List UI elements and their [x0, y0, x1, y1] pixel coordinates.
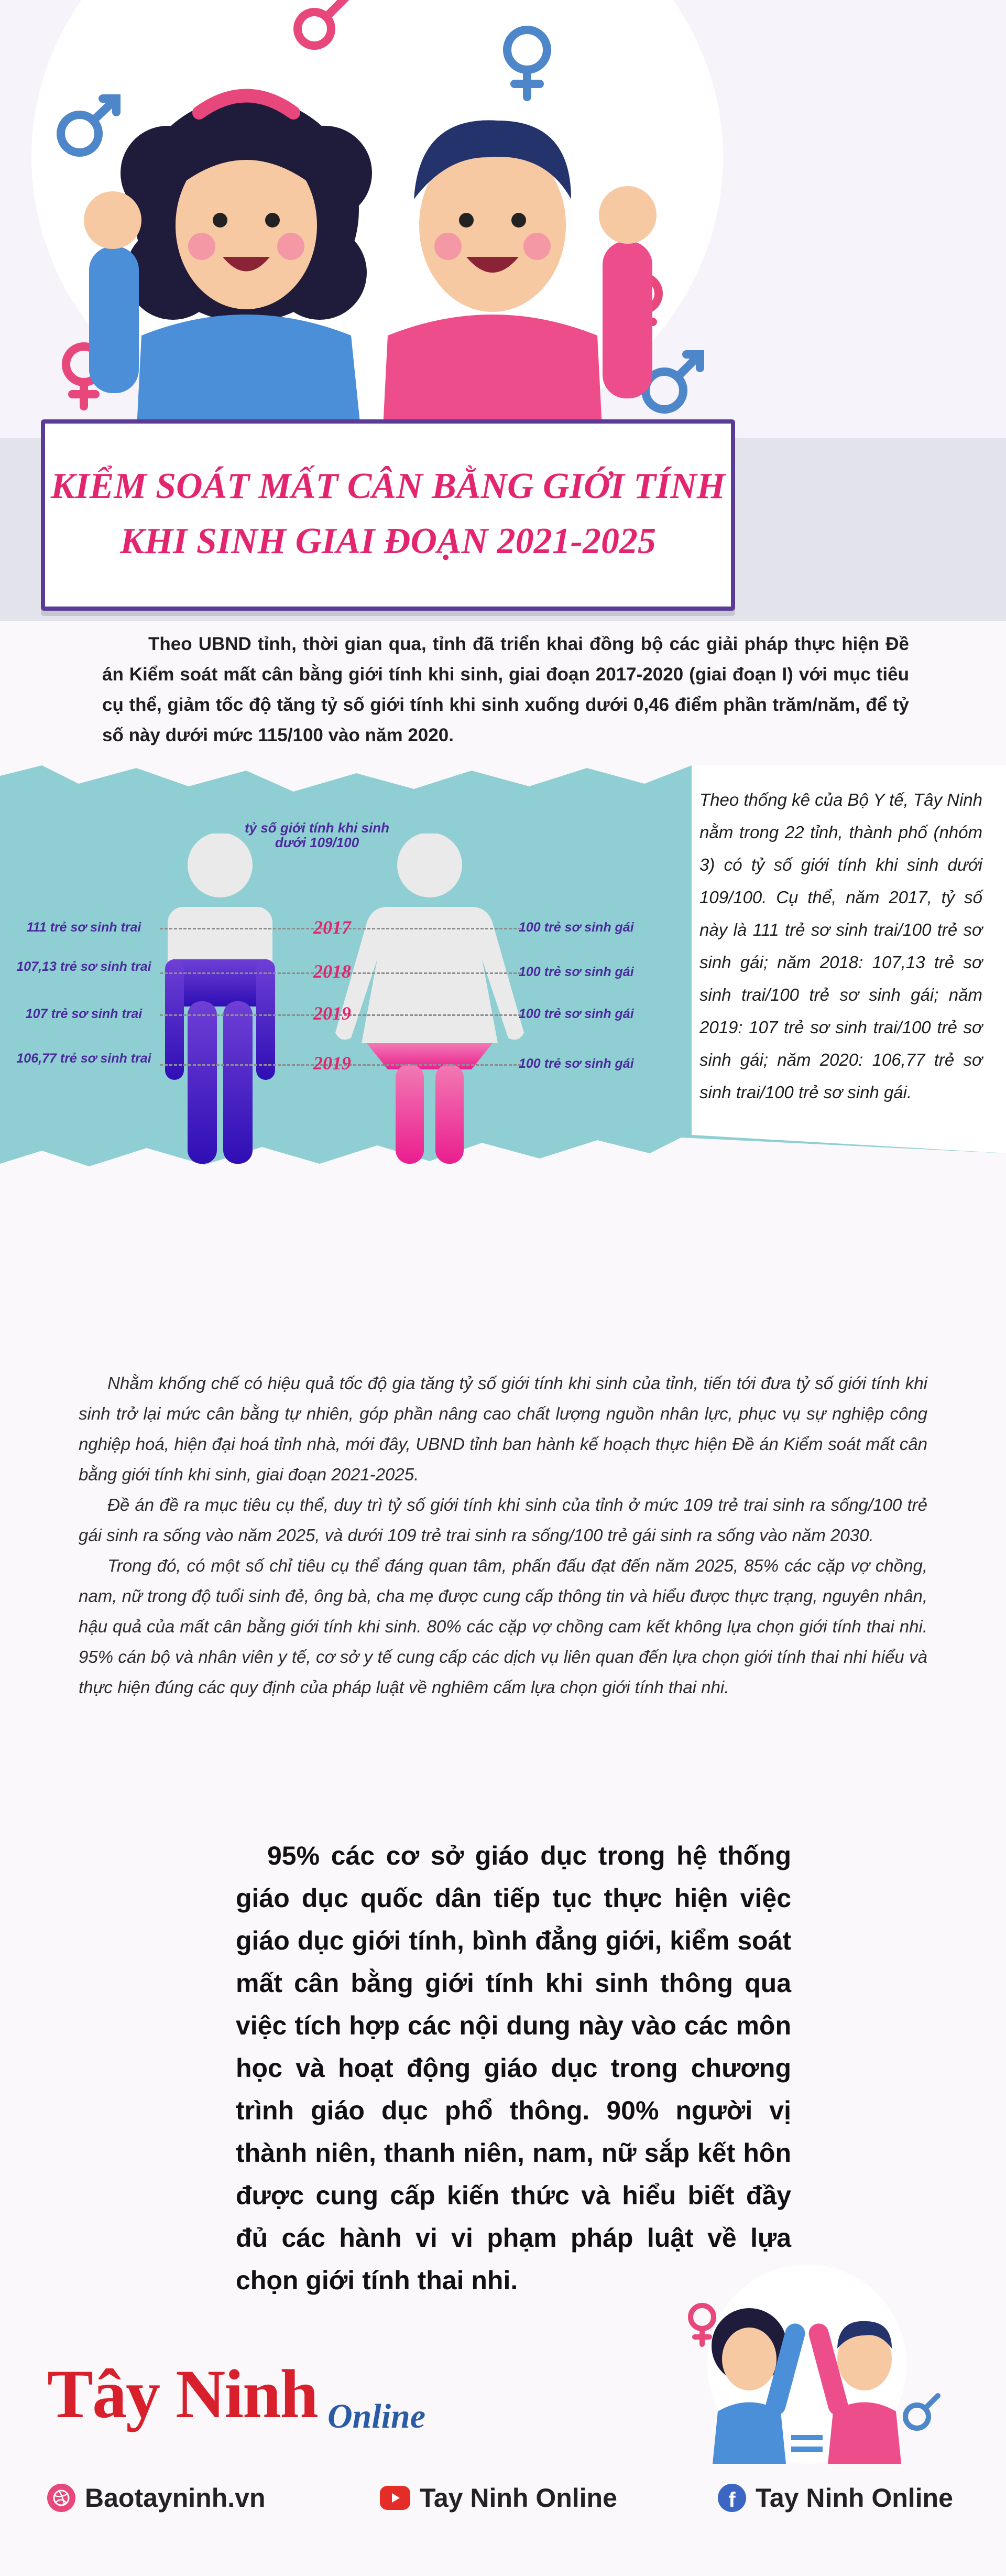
boy-label: 107 trẻ sơ sinh trai	[25, 1006, 143, 1021]
footer-website-link[interactable]	[47, 2480, 265, 2516]
page-title-line2: KHI SINH GIAI ĐOẠN 2021-2025	[120, 521, 656, 561]
footer-youtube-link[interactable]	[380, 2480, 617, 2516]
year-label: 2017	[313, 917, 351, 938]
girl-label: 100 trẻ sơ sinh gái	[519, 1006, 634, 1021]
page-title-line1: KIỂM SOÁT MẤT CÂN BẰNG GIỚI TÍNH	[50, 466, 726, 506]
male-figure-icon	[165, 834, 275, 1164]
footer-facebook-link[interactable]	[718, 2480, 953, 2516]
chart-caption: tỷ số giới tính khi sinh dưới 109/100	[244, 820, 390, 850]
facebook-icon: f	[718, 2484, 746, 2512]
year-label: 2019	[313, 1053, 351, 1074]
dribbble-icon	[47, 2484, 75, 2512]
brand-name: Tây Ninh	[47, 2355, 318, 2432]
title-box	[41, 419, 735, 611]
boy-label: 111 trẻ sơ sinh trai	[26, 920, 141, 935]
footer-label: Baotayninh.vn	[85, 2483, 266, 2513]
girl-label: 100 trẻ sơ sinh gái	[519, 1056, 634, 1071]
girl-character	[84, 96, 372, 438]
female-figure-icon	[335, 834, 524, 1164]
footer-label: Tay Ninh Online	[420, 2483, 617, 2513]
youtube-icon	[380, 2486, 410, 2510]
male-symbol-icon	[646, 354, 700, 409]
high-five-illustration	[671, 2259, 943, 2464]
intro-paragraph: Theo UBND tỉnh, thời gian qua, tỉnh đã triển khai đồng bộ các giải pháp thực hiện Đề án Kiểm soát mất cân bằng giới tính khi sinh, giai đoạn 2017-2020 (giai đoạn I) với mục tiêu cụ thể, giảm tốc độ tăng tỷ số giới tính khi sinh xuống dưới 0,46 điểm phần trăm/năm, để tỷ số này dưới mức 115/100 vào năm 2020.	[102, 634, 909, 745]
gender-figures	[157, 834, 545, 1169]
header-illustration	[0, 0, 1006, 440]
male-symbol-icon	[298, 0, 346, 46]
year-label: 2018	[313, 961, 351, 982]
brand-logo	[47, 2354, 466, 2438]
boy-character	[382, 120, 657, 438]
girl-label: 100 trẻ sơ sinh gái	[519, 965, 634, 979]
footer-label: Tay Ninh Online	[756, 2483, 953, 2513]
male-symbol-icon	[61, 99, 116, 153]
boy-label: 106,77 trẻ sơ sinh trai	[16, 1051, 151, 1066]
body-paragraph: Nhằm khống chế có hiệu quả tốc độ gia tăng tỷ số giới tính khi sinh của tỉnh, tiến tới đưa tỷ số giới tính khi sinh trở lại mức cân bằng tự nhiên, góp phần nâng cao chất lượng nguồn nhân lực, phục vụ sự nghiệp công nghiệp hoá, hiện đại hoá tỉnh nhà, mới đây, UBND tỉnh ban hành kế hoạch thực hiện Đề án Kiểm soát mất cân bằng giới tính khi sinh, giai đoạn 2021-2025.	[79, 1373, 927, 1484]
female-symbol-icon	[507, 30, 547, 97]
year-label: 2019	[313, 1003, 351, 1024]
body-text	[79, 1368, 927, 1703]
stats-description: Theo thống kê của Bộ Y tế, Tây Ninh nằm trong 22 tỉnh, thành phố (nhóm 3) có tỷ số giới tính khi sinh dưới 109/100. Cụ thể, năm 2017, tỷ số này là 111 trẻ sơ sinh trai/100 trẻ sơ sinh gái; năm 2018: 107,13 trẻ sơ sinh trai/100 trẻ sơ sinh gái; năm 2019: 107 trẻ sơ sinh trai/100 trẻ sơ sinh gái; năm 2020: 106,77 trẻ sơ sinh trai/100 trẻ sơ sinh gái.	[699, 790, 982, 1102]
body-paragraph: Đề án đề ra mục tiêu cụ thể, duy trì tỷ số giới tính khi sinh của tỉnh ở mức 109 trẻ trai sinh ra sống/100 trẻ gái sinh ra sống vào năm 2025, và dưới 109 trẻ trai sinh ra sống/100 trẻ gái sinh ra sống vào năm 2030.	[79, 1495, 927, 1545]
body-paragraph: Trong đó, có một số chỉ tiêu cụ thể đáng quan tâm, phấn đấu đạt đến năm 2025, 85% các cặp vợ chồng, nam, nữ trong độ tuổi sinh đẻ, ông bà, cha mẹ được cung cấp thông tin và hiểu được thực trạng, nguyên nhân, hậu quả của mất cân bằng giới tính khi sinh. 80% các cặp vợ chồng cam kết không lựa chọn giới tính thai nhi. 95% cán bộ và nhân viên y tế, cơ sở y tế cung cấp các dịch vụ liên quan đến lựa chọn giới tính thai nhi hiểu và thực hiện đúng các quy định của pháp luật về nghiêm cấm lựa chọn giới tính thai nhi.	[79, 1556, 927, 1697]
boy-label: 107,13 trẻ sơ sinh trai	[16, 959, 151, 974]
brand-sub: Online	[327, 2397, 426, 2436]
highlight-quote: 95% các cơ sở giáo dục trong hệ thống giáo dục quốc dân tiếp tục thực hiện việc giáo dục giới tính, bình đẳng giới, kiểm soát mất cân bằng giới tính khi sinh thông qua việc tích hợp các nội dung này vào các môn học và hoạt động giáo dục trong chương trình giáo dục phổ thông. 90% người vị thành niên, thanh niên, nam, nữ sắp kết hôn được cung cấp kiến thức và hiểu biết đầy đủ các hành vi vi phạm pháp luật về lựa chọn giới tính thai nhi.	[236, 1841, 791, 2295]
girl-label: 100 trẻ sơ sinh gái	[519, 920, 634, 935]
